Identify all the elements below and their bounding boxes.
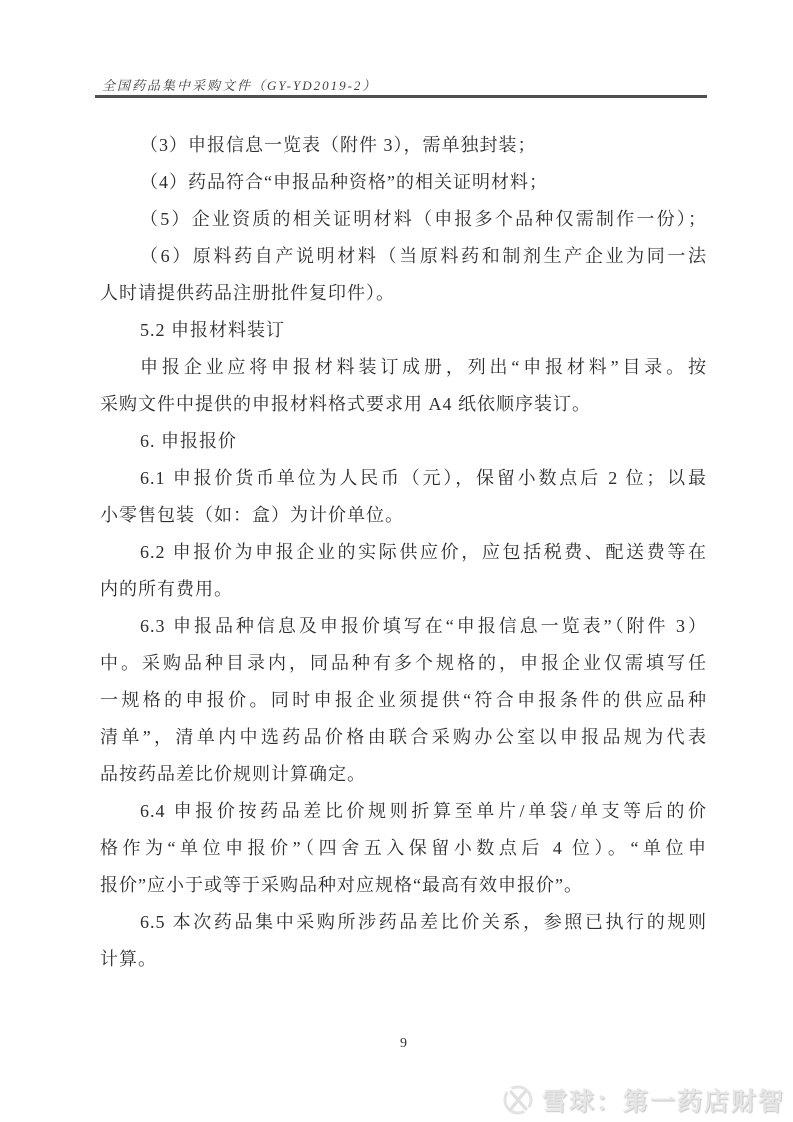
page-number: 9 (400, 1036, 407, 1051)
text-line: （3）申报信息一览表（附件 3），需单独封装； (140, 135, 537, 155)
document-body (100, 127, 707, 978)
text-line: 内的所有费用。 (100, 579, 233, 599)
text-line: 6.4 申报价按药品差比价规则折算至单片/单袋/单支等后的价 (140, 801, 707, 821)
text-line: 6. 申报报价 (140, 431, 237, 451)
text-line: 5.2 申报材料装订 (140, 320, 285, 340)
text-line: （6）原料药自产说明材料（当原料药和制剂生产企业为同一法 (140, 246, 707, 266)
watermark (501, 1082, 785, 1118)
text-line: 人时请提供药品注册批件复印件）。 (100, 283, 395, 303)
text-line: 6.2 申报价为申报企业的实际供应价，应包括税费、配送费等在 (140, 542, 707, 562)
text-line: 一规格的申报价。同时申报企业须提供“符合申报条件的供应品种 (100, 690, 707, 710)
text-line: 格作为“单位申报价”（四舍五入保留小数点后 4 位）。“单位申 (100, 838, 707, 858)
text-line: 申报企业应将申报材料装订成册，列出“申报材料”目录。按 (140, 357, 707, 377)
header-doc-title: 全国药品集中采购文件（GY-YD2019-2） (102, 78, 378, 93)
text-line: 中。采购品种目录内，同品种有多个规格的，申报企业仅需填写任 (100, 653, 707, 673)
text-line: 6.1 申报价货币单位为人民币（元），保留小数点后 2 位；以最 (140, 468, 707, 488)
text-line: （5）企业资质的相关证明材料（申报多个品种仅需制作一份）； (140, 209, 707, 229)
text-line: 采购文件中提供的申报材料格式要求用 A4 纸依顺序装订。 (100, 394, 591, 414)
text-line: 报价”应小于或等于采购品种对应规格“最高有效申报价”。 (100, 875, 583, 895)
watermark-text: 雪球：第一药店财智 (541, 1088, 785, 1116)
text-line: 6.5 本次药品集中采购所涉药品差比价关系，参照已执行的规则 (140, 912, 707, 932)
header-rule (95, 95, 707, 98)
text-line: 清单”，清单内中选药品价格由联合采购办公室以申报品规为代表 (100, 727, 707, 747)
text-line: 6.3 申报品种信息及申报价填写在“申报信息一览表”（附件 3） (140, 616, 707, 636)
xueqiu-logo-icon (501, 1083, 535, 1117)
text-line: 小零售包装（如：盒）为计价单位。 (100, 505, 404, 525)
text-line: （4）药品符合“申报品种资格”的相关证明材料； (140, 172, 548, 192)
text-line: 品按药品差比价规则计算确定。 (100, 764, 366, 784)
text-line: 计算。 (100, 949, 157, 969)
